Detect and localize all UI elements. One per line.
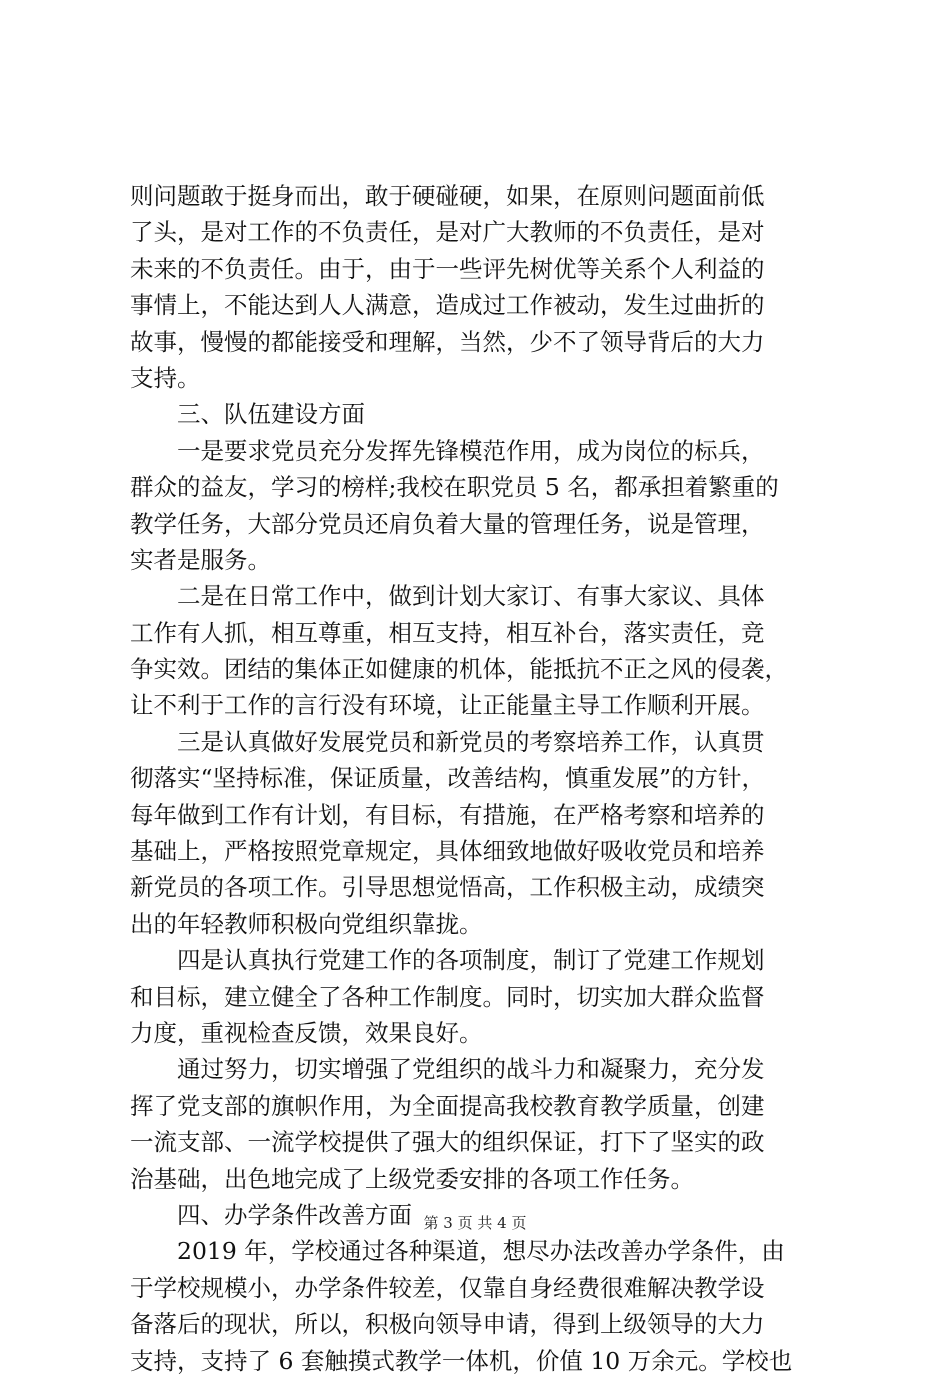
- text-line: 基础上，严格按照党章规定，具体细致地做好吸收党员和培养: [130, 837, 765, 866]
- text-line: 未来的不负责任。由于，由于一些评先树优等关系个人利益的: [130, 254, 765, 283]
- text-line: 彻落实“坚持标准，保证质量，改善结构，慎重发展”的方针，: [130, 764, 766, 793]
- text-line: 一流支部、一流学校提供了强大的组织保证，打下了坚实的政: [130, 1128, 765, 1157]
- text-line: 三是认真做好发展党员和新党员的考察培养工作，认真贯: [177, 727, 765, 756]
- text-line: 群众的益友，学习的榜样;我校在职党员 5 名，都承担着繁重的: [130, 473, 779, 502]
- text-line: 通过努力，切实增强了党组织的战斗力和凝聚力，充分发: [177, 1055, 765, 1084]
- document-body: [130, 178, 842, 1379]
- section-heading: 三、队伍建设方面: [177, 400, 365, 429]
- text-line: 挥了党支部的旗帜作用，为全面提高我校教育教学质量，创建: [130, 1091, 765, 1120]
- text-line: 于学校规模小，办学条件较差，仅靠自身经费很难解决教学设: [130, 1273, 765, 1302]
- text-line: 新党员的各项工作。引导思想觉悟高，工作积极主动，成绩突: [130, 873, 765, 902]
- page-footer: 第 3 页 共 4 页: [423, 1214, 527, 1232]
- text-line: 每年做到工作有计划，有目标，有措施，在严格考察和培养的: [130, 800, 765, 829]
- text-line: 争实效。团结的集体正如健康的机体，能抵抗不正之风的侵袭，: [130, 655, 788, 684]
- text-line: 故事，慢慢的都能接受和理解，当然，少不了领导背后的大力: [130, 327, 765, 356]
- text-line: 教学任务，大部分党员还肩负着大量的管理任务，说是管理，: [130, 509, 765, 538]
- text-line: 让不利于工作的言行没有环境，让正能量主导工作顺利开展。: [130, 691, 765, 720]
- text-line: 力度，重视检查反馈，效果良好。: [130, 1018, 483, 1047]
- text-line: 出的年轻教师积极向党组织靠拢。: [130, 909, 483, 938]
- text-line: 一是要求党员充分发挥先锋模范作用，成为岗位的标兵，: [177, 436, 765, 465]
- text-line: 事情上，不能达到人人满意，造成过工作被动，发生过曲折的: [130, 291, 765, 320]
- text-line: 则问题敢于挺身而出，敢于硬碰硬，如果，在原则问题面前低: [130, 182, 765, 210]
- section-heading: 四、办学条件改善方面: [177, 1200, 412, 1229]
- text-line: 治基础，出色地完成了上级党委安排的各项工作任务。: [130, 1164, 694, 1193]
- text-line: 和目标，建立健全了各种工作制度。同时，切实加大群众监督: [130, 982, 765, 1011]
- text-line: 实者是服务。: [130, 545, 271, 574]
- text-line: 2019 年，学校通过各种渠道，想尽办法改善办学条件，由: [177, 1237, 785, 1266]
- text-line: 二是在日常工作中，做到计划大家订、有事大家议、具体: [177, 582, 765, 611]
- text-line: 了头，是对工作的不负责任，是对广大教师的不负责任，是对: [130, 218, 765, 247]
- text-line: 工作有人抓，相互尊重，相互支持，相互补台，落实责任，竞: [130, 618, 765, 647]
- text-line: 支持，支持了 6 套触摸式教学一体机，价值 10 万余元。学校也: [130, 1346, 793, 1375]
- text-line: 备落后的现状，所以，积极向领导申请，得到上级领导的大力: [130, 1310, 765, 1339]
- text-line: 四是认真执行党建工作的各项制度，制订了党建工作规划: [177, 946, 765, 975]
- text-line: 支持。: [130, 363, 201, 392]
